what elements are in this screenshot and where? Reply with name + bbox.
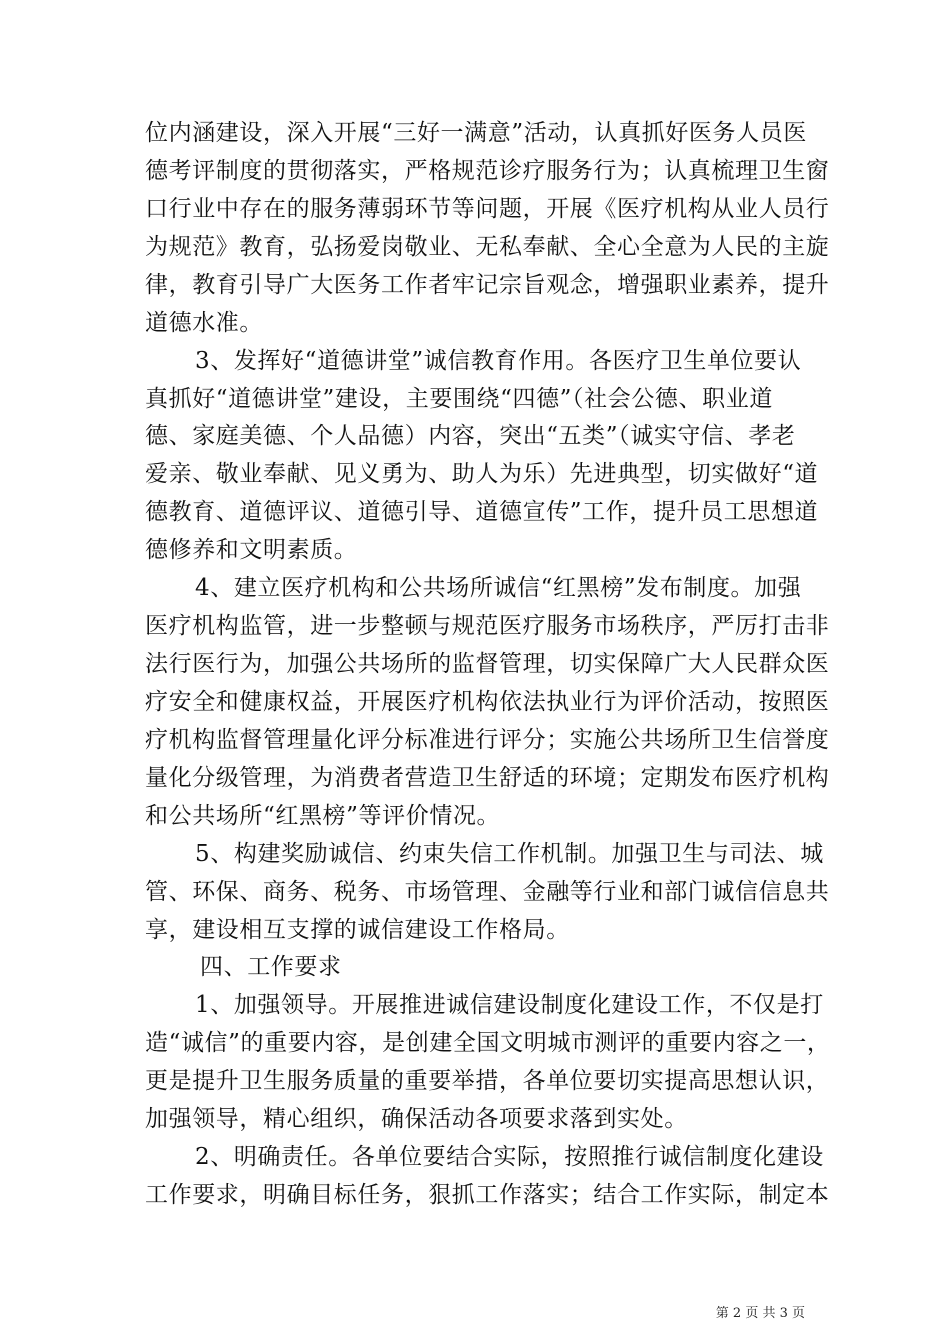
text-line: 造“诚信”的重要内容，是创建全国文明城市测评的重要内容之一， [145, 1030, 831, 1056]
paragraph-3-heading: 3、发挥好“道德讲堂”诚信教育作用。各医疗卫生单位要认 [195, 348, 802, 374]
requirement-1-heading: 1、加强领导。开展推进诚信建设制度化建设工作，不仅是打 [195, 992, 824, 1018]
text-line: 疗机构监督管理量化评分标准进行评分；实施公共场所卫生信誉度 [145, 727, 830, 753]
section-heading: 四、工作要求 [200, 954, 342, 980]
text-line: 为规范》教育，弘扬爱岗敬业、无私奉献、全心全意为人民的主旋 [145, 234, 830, 260]
text-line: 医疗机构监管，进一步整顿与规范医疗服务市场秩序，严厉打击非 [145, 613, 830, 639]
text-line: 德教育、道德评议、道德引导、道德宣传”工作，提升员工思想道 [145, 499, 819, 525]
text-line: 律，教育引导广大医务工作者牢记宗旨观念，增强职业素养，提升 [145, 272, 830, 298]
text-line: 位内涵建设，深入开展“三好一满意”活动，认真抓好医务人员医 [145, 120, 807, 146]
text-line: 量化分级管理，为消费者营造卫生舒适的环境；定期发布医疗机构 [145, 765, 830, 791]
text-line: 和公共场所“红黑榜”等评价情况。 [145, 803, 501, 829]
text-line: 疗安全和健康权益，开展医疗机构依法执业行为评价活动，按照医 [145, 689, 830, 715]
text-line: 工作要求，明确目标任务，狠抓工作落实；结合工作实际，制定本 [145, 1182, 830, 1208]
text-line: 爱亲、敬业奉献、见义勇为、助人为乐）先进典型，切实做好“道 [145, 461, 819, 487]
page-number: 第 2 页 共 3 页 [715, 1306, 805, 1321]
text-line: 享，建设相互支撑的诚信建设工作格局。 [145, 917, 570, 943]
requirement-2-heading: 2、明确责任。各单位要结合实际，按照推行诚信制度化建设 [195, 1144, 824, 1170]
paragraph-5-heading: 5、构建奖励诚信、约束失信工作机制。加强卫生与司法、城 [195, 841, 824, 867]
text-line: 道德水准。 [145, 310, 263, 336]
text-line: 德考评制度的贯彻落实，严格规范诊疗服务行为；认真梳理卫生窗 [145, 158, 830, 184]
text-line: 法行医行为，加强公共场所的监督管理，切实保障广大人民群众医 [145, 651, 830, 677]
text-line: 管、环保、商务、税务、市场管理、金融等行业和部门诚信信息共 [145, 879, 830, 905]
paragraph-4-heading: 4、建立医疗机构和公共场所诚信“红黑榜”发布制度。加强 [195, 575, 802, 601]
text-line: 口行业中存在的服务薄弱环节等问题，开展《医疗机构从业人员行 [145, 196, 830, 222]
text-line: 加强领导，精心组织，确保活动各项要求落到实处。 [145, 1106, 688, 1132]
text-line: 真抓好“道德讲堂”建设，主要围绕“四德”（社会公德、职业道 [145, 386, 773, 412]
text-line: 德修养和文明素质。 [145, 537, 358, 563]
text-line: 更是提升卫生服务质量的重要举措，各单位要切实提高思想认识， [145, 1068, 830, 1094]
text-line: 德、家庭美德、个人品德）内容，突出“五类”（诚实守信、孝老 [145, 423, 796, 449]
